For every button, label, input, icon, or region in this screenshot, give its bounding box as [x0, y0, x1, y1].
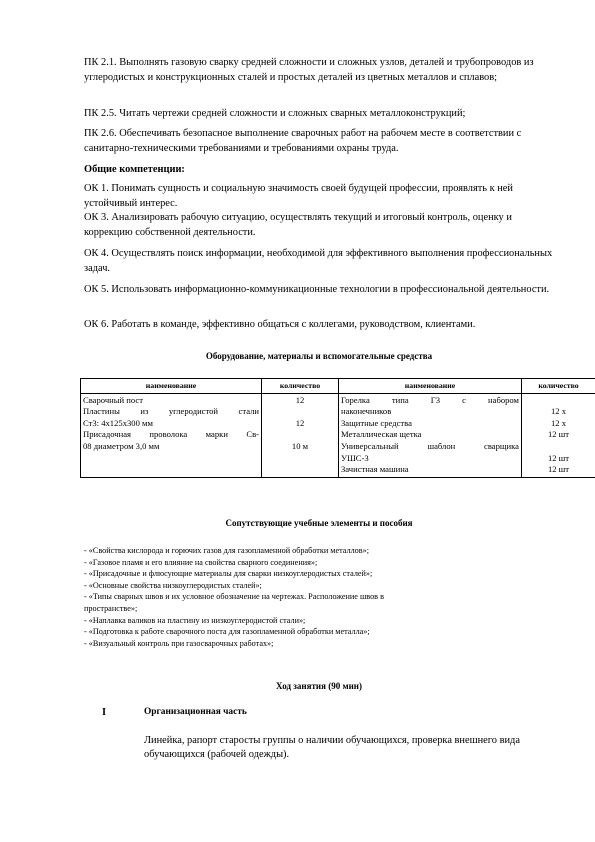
general-competency-ok4: ОК 4. Осуществлять поиск информации, необходимой для эффективного выполнения профессиональных задач. — [84, 248, 553, 274]
header-name-right: наименование — [339, 379, 522, 394]
right-qty — [524, 395, 593, 407]
left-qty: 12 — [295, 394, 305, 405]
list-item: - «Газовое пламя и его влияние на свойства сварного соединения»; — [84, 557, 318, 567]
left-item: Ст3: 4х125х300 мм — [83, 417, 153, 428]
general-competency-ok6: ОК 6. Работать в команде, эффективно общаться с коллегами, руководством, клиентами. — [84, 319, 476, 330]
list-item: - «Наплавка валиков на пластину из низкоуглеродистой стали»; — [84, 615, 306, 625]
right-item: Защитные средства — [341, 417, 412, 428]
right-qty — [524, 441, 593, 453]
right-item: наконечников — [341, 406, 392, 417]
section-body: Линейка, рапорт старосты группы о наличии обучающихся, проверка внешнего вида обучающихся (рабочей одежды). — [144, 735, 520, 760]
general-competencies-heading: Общие компетенции: — [84, 164, 185, 175]
section-number: I — [102, 707, 107, 718]
general-competency-ok3: ОК 3. Анализировать рабочую ситуацию, осуществлять текущий и итоговый контроль, оценку и коррекцию собственной деятельности. — [84, 212, 512, 238]
right-item: Горелка типа Г3 с набором — [341, 394, 519, 405]
aids-title: Сопутствующие учебные элементы и пособия — [225, 518, 413, 528]
left-qty — [264, 406, 336, 418]
left-item: Сварочный пост — [83, 394, 143, 405]
aids-list — [84, 545, 564, 649]
list-item: - «Подготовка к работе сварочного поста для газопламенной обработки металла»; — [84, 627, 370, 637]
right-qty: 12 шт — [547, 429, 570, 440]
left-qty-cell — [262, 393, 339, 477]
list-item: пространстве»; — [84, 603, 138, 613]
left-qty: 10 м — [291, 440, 309, 451]
general-competency-ok5: ОК 5. Использовать информационно-коммуникационные технологии в профессиональной деятельности. — [84, 284, 550, 295]
right-item: УШС-3 — [341, 452, 369, 463]
competency-pk-2-5: ПК 2.5. Читать чертежи средней сложности и сложных сварных металлоконструкций; — [84, 108, 466, 119]
list-item: - «Визуальный контроль при газосварочных работах»; — [84, 638, 274, 648]
list-item: - «Основные свойства низкоуглеродистых сталей»; — [84, 580, 262, 590]
list-item: - «Свойства кислорода и горючих газов для газопламенной обработки металлов»; — [84, 546, 369, 555]
right-qty: 12 х — [550, 417, 567, 428]
left-qty — [264, 429, 336, 441]
table-header-row — [81, 379, 595, 394]
left-item: 08 диаметром 3,0 мм — [83, 440, 160, 451]
list-item: - «Присадочные и флюсующие материалы для сварки низкоуглеродистых сталей»; — [84, 569, 373, 579]
table-row — [81, 393, 595, 477]
left-item: Пластины из углеродистой стали — [83, 406, 259, 417]
right-item: Зачистная машина — [341, 464, 409, 475]
lesson-title: Ход занятия (90 мин) — [276, 681, 362, 691]
list-item: - «Типы сварных швов и их условное обозначение на чертежах. Расположение швов в — [84, 592, 384, 602]
competency-pk-2-6: ПК 2.6. Обеспечивать безопасное выполнение сварочных работ на рабочем месте в соответствии с санитарно-техническими требованиями и требованиями охраны труда. — [84, 128, 522, 154]
equipment-title: Оборудование, материалы и вспомогательные средства — [205, 351, 433, 361]
header-name-left: наименование — [81, 379, 262, 394]
right-items-cell — [339, 393, 522, 477]
right-qty: 12 х — [550, 406, 567, 417]
right-item: Металлическая щетка — [341, 429, 422, 440]
left-items-cell — [81, 393, 262, 477]
section-title: Организационная часть — [144, 707, 247, 717]
competency-pk-2-1: ПК 2.1. Выполнять газовую сварку средней сложности и сложных узлов, деталей и трубопроводов из углеродистых и конструкционных сталей и простых деталей из цветных металлов и сплавов; — [84, 57, 534, 83]
right-qty: 12 шт — [547, 452, 570, 463]
right-qty: 12 шт — [547, 464, 570, 475]
right-item: Универсальный шаблон сварщика — [341, 440, 519, 451]
header-qty-right: количество — [522, 379, 595, 394]
equipment-table — [80, 378, 595, 478]
general-competency-ok1: ОК 1. Понимать сущность и социальную значимость своей будущей профессии, проявлять к ней устойчивый интерес. — [84, 183, 513, 209]
left-item: Присадочная проволока марки Св- — [83, 429, 259, 440]
header-qty-left: количество — [262, 379, 339, 394]
right-qty-cell — [522, 393, 595, 477]
left-qty: 12 — [295, 417, 305, 428]
